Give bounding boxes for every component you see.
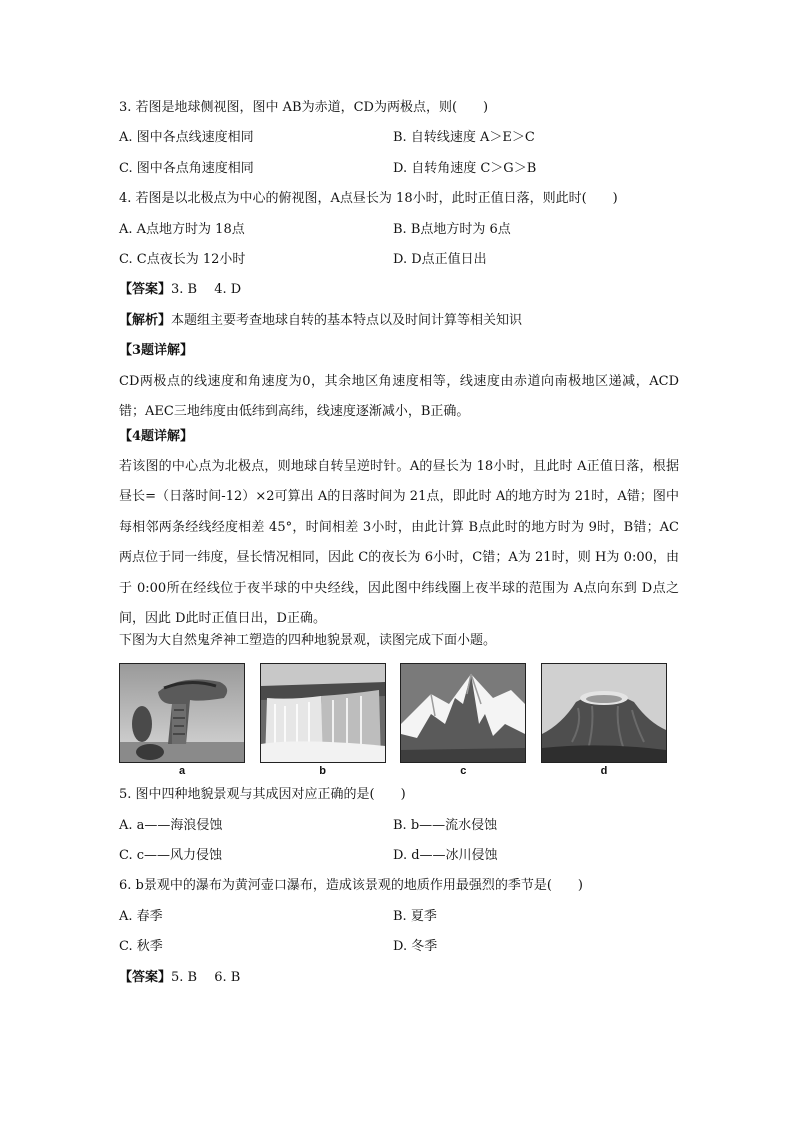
waterfall-photo-icon: [261, 664, 385, 762]
question-3-option-c: C. 图中各点角速度相同: [119, 160, 254, 176]
mushroom-rock-photo-icon: [120, 664, 244, 762]
figure-a: [119, 663, 245, 777]
question-6-option-b: B. 夏季: [393, 908, 437, 924]
question-4-options-row-1: [119, 222, 679, 238]
analysis-text: 本题组主要考查地球自转的基本特点以及时间计算等相关知识: [171, 312, 523, 328]
figure-d-label: d: [600, 765, 608, 778]
question-3-option-d: D. 自转角速度 C＞G＞B: [393, 160, 537, 176]
volcano-crater-photo-icon: [542, 664, 666, 762]
figure-a-label: a: [178, 765, 186, 778]
question-5-options-row-2: [119, 848, 679, 864]
question-4-option-d: D. D点正值日出: [393, 251, 487, 267]
question-5-stem: 5. 图中四种地貌景观与其成因对应正确的是( ): [119, 787, 406, 803]
question-5-option-a: A. a——海浪侵蚀: [119, 817, 223, 833]
question-5-options-row-1: [119, 818, 679, 834]
analysis-tag: 【解析】: [119, 312, 172, 328]
answer-5-6: [119, 970, 679, 986]
answer-3-4: [119, 282, 679, 298]
answer-tag-2: 【答案】: [119, 969, 172, 985]
figure-d: [541, 663, 667, 777]
question-5-option-c: C. c——风力侵蚀: [119, 848, 223, 864]
question-6-option-d: D. 冬季: [393, 939, 438, 955]
question-4-option-c: C. C点夜长为 12小时: [119, 251, 246, 267]
figure-b-label: b: [319, 765, 327, 778]
question-3-option-a: A. 图中各点线速度相同: [119, 130, 254, 146]
figure-intro: 下图为大自然鬼斧神工塑造的四种地貌景观，读图完成下面小题。: [119, 632, 497, 648]
detail-3-title: 【3题详解】: [119, 343, 194, 359]
figure-b: [260, 663, 386, 777]
landform-figures: [119, 663, 667, 777]
detail-4-text: 若该图的中心点为北极点，则地球自转呈逆时针。A的昼长为 18小时，且此时 A正值日落，根据昼长=（日落时间-12）×2可算出 A的日落时间为 21点，即此时 A的地方时为 21时，A错；图中每相邻两条经线经度相差 45°，时间相差 3小时，由此计算 B点此时的地方时为 9时，B错；AC两点位于同一纬度，昼长情况相同，因此 C的夜长为 6小时，C错；A为 21时，则 H为 0:00，由于 0:00所在经线位于夜半球的中央经线，因此图中纬线圈上夜半球的范围为 A点向东到 D点之间，因此 D此时正值日出，D正确。: [119, 458, 679, 627]
question-4-option-a: A. A点地方时为 18点: [119, 221, 245, 237]
detail-3-text: CD两极点的线速度和角速度为0，其余地区角速度相等，线速度由赤道向南极地区递减，ACD错；AEC三地纬度由低纬到高纬，线速度逐渐减小，B正确。: [119, 373, 679, 420]
question-3-options-row-2: [119, 161, 679, 177]
document-body: [119, 100, 679, 1000]
question-4-options-row-2: [119, 252, 679, 268]
figure-c-label: c: [460, 765, 467, 778]
detail-4-title: 【4题详解】: [119, 428, 194, 444]
question-6-stem: 6. b景观中的瀑布为黄河壶口瀑布，造成该景观的地质作用最强烈的季节是( ): [119, 878, 584, 894]
question-6-options-row-2: [119, 939, 679, 955]
question-6-option-a: A. 春季: [119, 908, 163, 924]
question-3-option-b: B. 自转线速度 A＞E＞C: [393, 130, 535, 146]
question-4-stem: 4. 若图是以北极点为中心的俯视图，A点昼长为 18小时，此时正值日落，则此时( ): [119, 191, 618, 207]
question-3-stem: 3. 若图是地球侧视图，图中 AB为赤道，CD为两极点，则( ): [119, 100, 489, 115]
question-6-options-row-1: [119, 909, 679, 925]
figure-c: [400, 663, 526, 777]
question-4-option-b: B. B点地方时为 6点: [393, 221, 511, 237]
answer-tag: 【答案】: [119, 282, 172, 298]
snow-mountain-photo-icon: [401, 664, 525, 762]
analysis: [119, 313, 679, 329]
question-5-option-b: B. b——流水侵蚀: [393, 817, 498, 833]
question-6-option-c: C. 秋季: [119, 939, 163, 955]
answer-text: 3. B 4. D: [171, 282, 242, 298]
question-3-options-row-1: [119, 130, 679, 146]
answer-text-2: 5. B 6. B: [171, 969, 241, 985]
question-5-option-d: D. d——冰川侵蚀: [393, 848, 498, 864]
